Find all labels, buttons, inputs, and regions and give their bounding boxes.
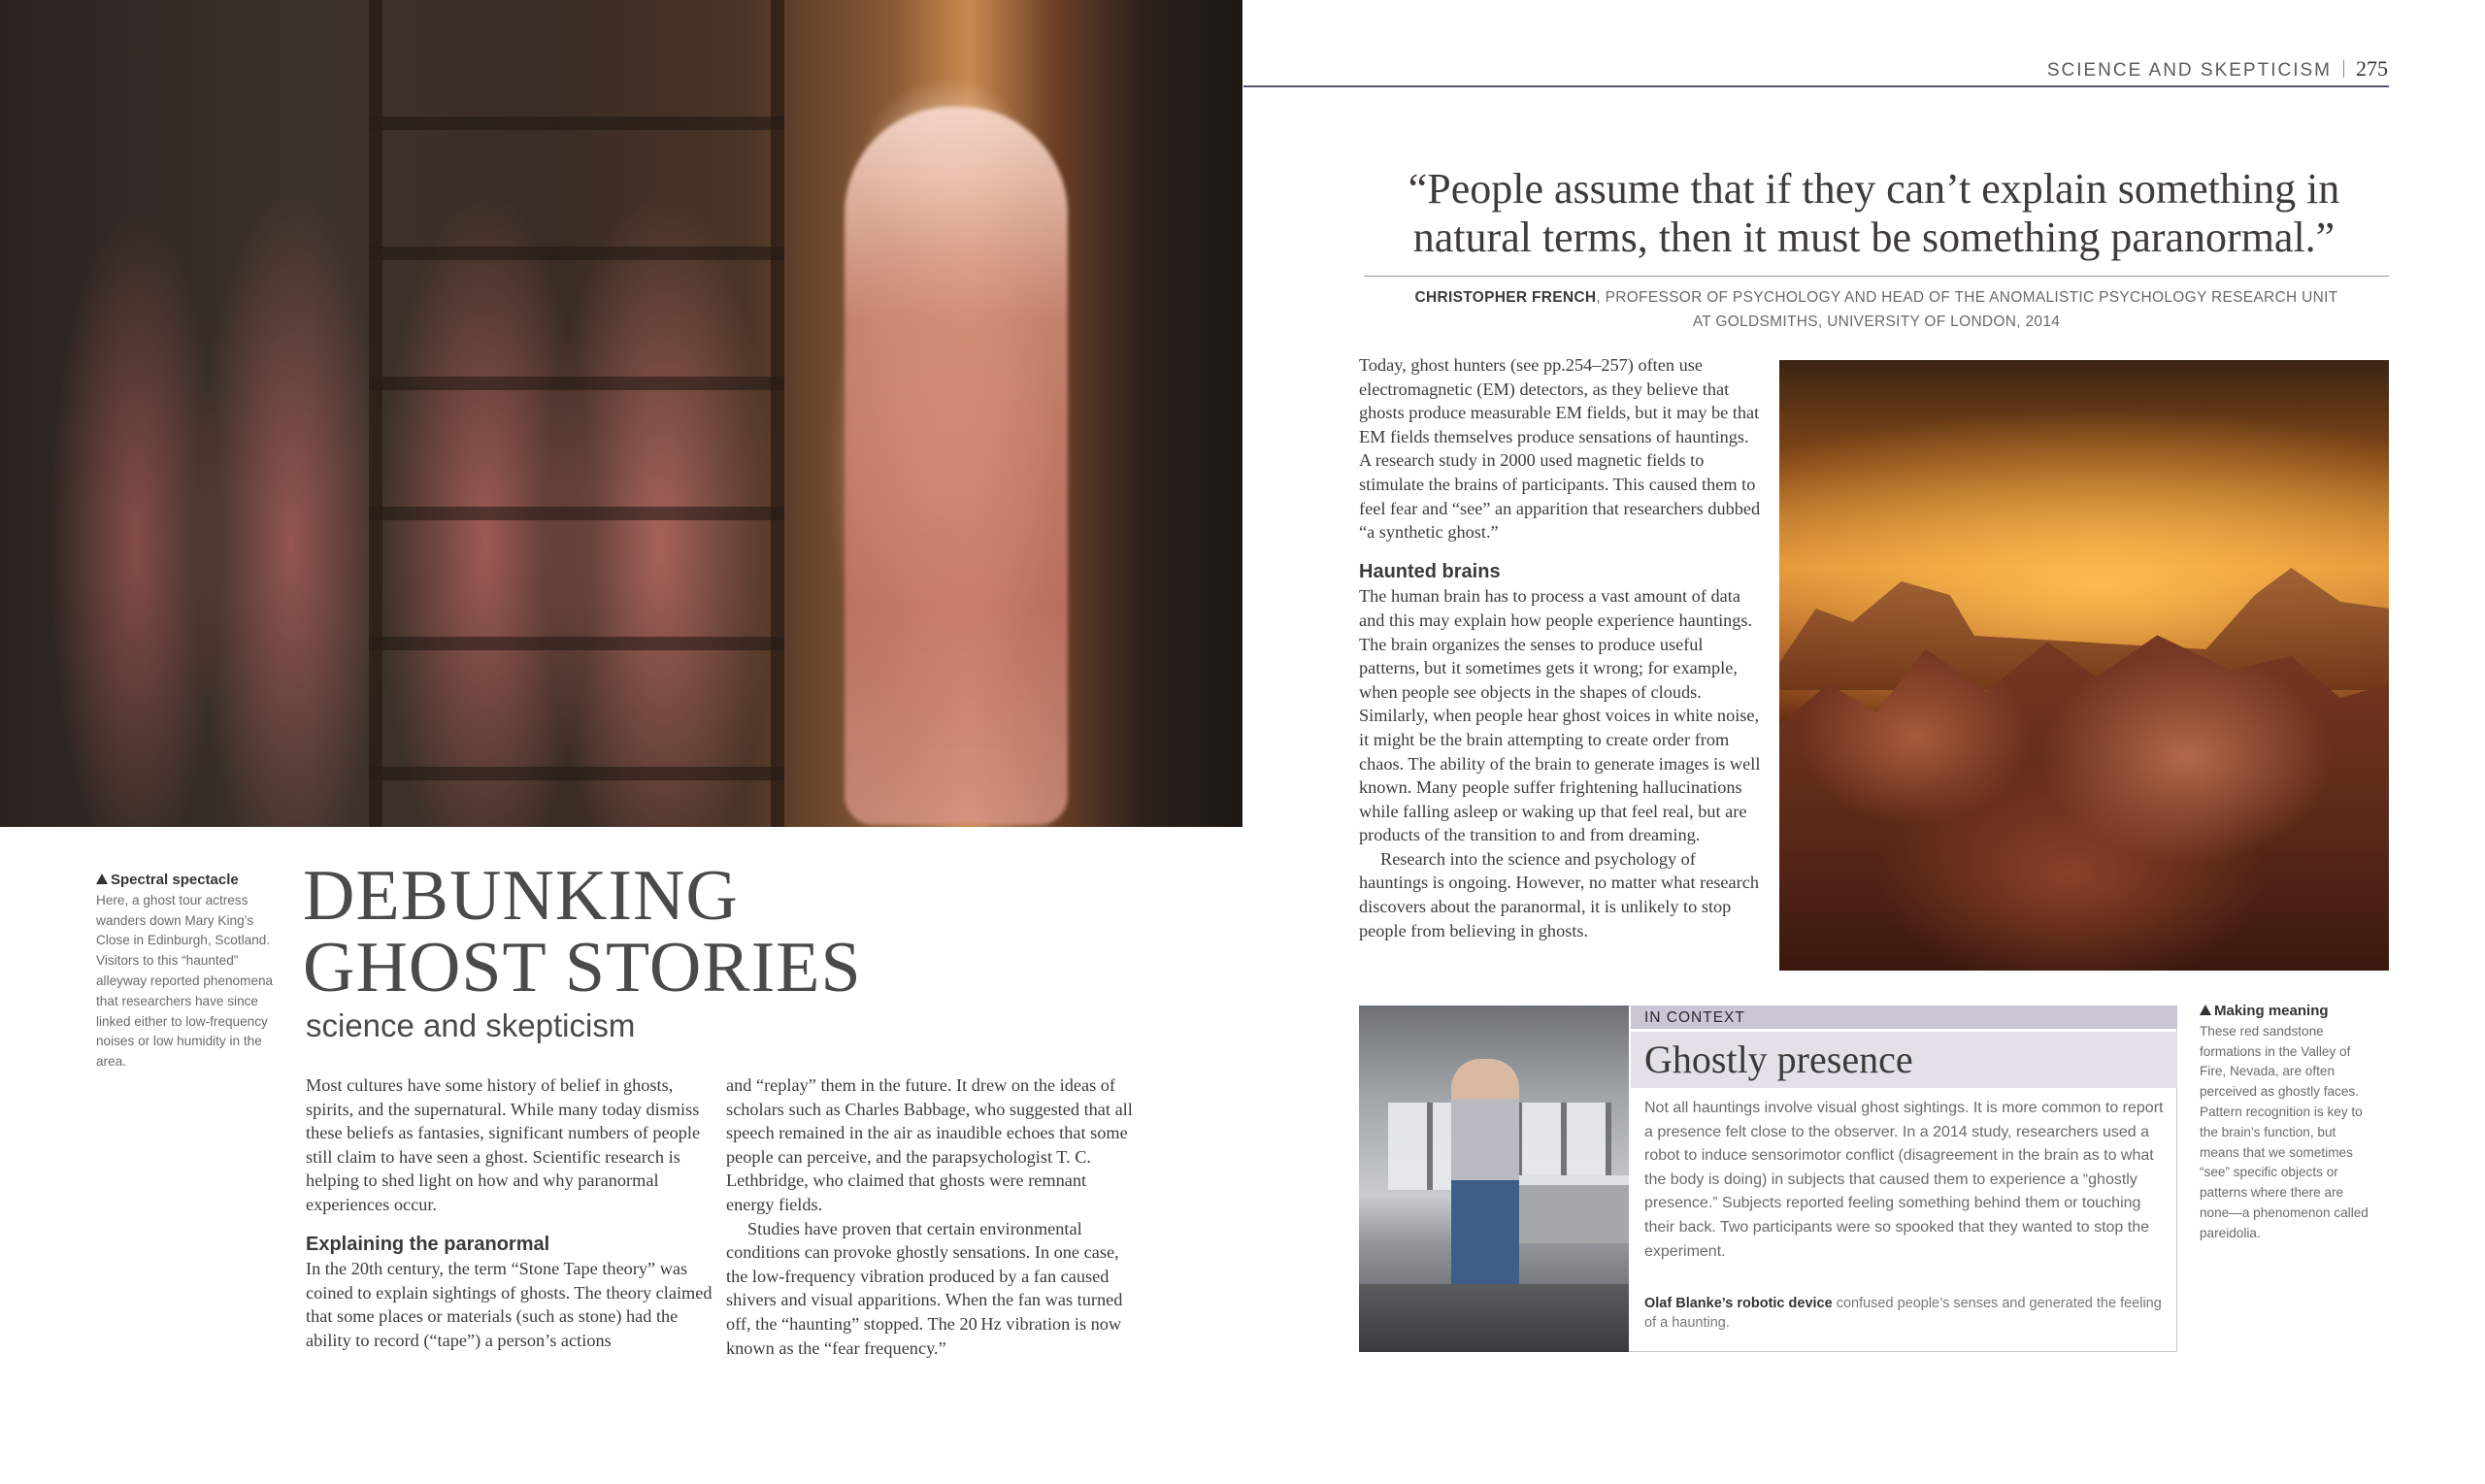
haunted-brains-subhead: Haunted brains	[1359, 560, 1501, 582]
pull-quote-line-2: natural terms, then it must be something paranormal.”	[1412, 214, 2336, 261]
spectral-caption-title: Spectral spectacle	[111, 872, 239, 888]
right-intro-paragraph: Today, ghost hunters (see pp.254–257) often use electromagnetic (EM) detectors, as they believe that ghosts produce measurable EM fields, but it may be that EM fields themselves produce sensations of hauntings. A research study in 2000 used magnetic fields to stimulate the brains of participants. This caused them to feel fear and “see” an apparition that researchers dubbed “a synthetic ghost.”	[1359, 355, 1761, 543]
running-header	[1941, 56, 2388, 82]
haunted-brains-paragraph-2: Research into the science and psychology of hauntings is ongoing. However, no matter what research discovers about the paranormal, it is unlikely to stop people from believing in ghosts.	[1359, 848, 1760, 940]
test-subject-figure	[1451, 1059, 1519, 1311]
right-column-text	[1359, 353, 1761, 942]
article-column-2	[726, 1073, 1134, 1360]
quote-attribution-line-2: AT GOLDSMITHS, UNIVERSITY OF LONDON, 2014	[1692, 313, 2061, 330]
quote-attribution	[1364, 285, 2389, 334]
pull-quote-line-1: “People assume that if they can’t explain something in	[1408, 165, 2340, 213]
running-header-section: SCIENCE AND SKEPTICISM	[2046, 60, 2332, 81]
header-rule	[1243, 85, 2389, 87]
in-context-caption-bold: Olaf Blanke’s robotic device	[1644, 1296, 1833, 1311]
replay-paragraph: and “replay” them in the future. It drew on the ideas of scholars such as Charles Babbage, who suggested that all speech remained in the air as inaudible echoes that some people can perceive, and the parapsychologist T. C. Lethbridge, who claimed that ghosts were remnant energy fields.	[726, 1075, 1133, 1214]
haunted-brains-paragraph-1: The human brain has to process a vast amount of data and this may explain how people experience hauntings. The brain organizes the senses to produce useful patterns, but it sometimes gets it wrong; for example, when people see objects in the shapes of clouds. Similarly, when people hear ghost voices in white noise, it might be the brain attempting to create order from chaos. The ability of the brain to generate images is well known. Many people suffer frightening hallucinations while falling asleep or waking up that feel real, but are products of the transition to and from dreaming.	[1359, 586, 1761, 845]
lab-floor	[1359, 1284, 1629, 1352]
page-number: 275	[2356, 56, 2388, 81]
making-meaning-caption-title: Making meaning	[2214, 1003, 2329, 1019]
spectral-caption-text: Here, a ghost tour actress wanders down Mary King’s Close in Edinburgh, Scotland. Visitors to this “haunted” alleyway reported phenomena that researchers have since linked either to low-frequency noises or low humidity in the area.	[96, 892, 274, 1070]
article-title-line-2: GHOST STORIES	[303, 928, 862, 1007]
spectral-caption	[96, 871, 285, 1072]
article-subtitle: science and skepticism	[306, 1007, 636, 1043]
quote-author: CHRISTOPHER FRENCH	[1414, 289, 1597, 306]
sandstone-formations-photo	[1779, 360, 2389, 971]
article-column-1	[306, 1073, 713, 1353]
fear-frequency-paragraph: Studies have proven that certain environmental conditions can provoke ghostly sensations. In one case, the low-frequency vibration produced by a fan caused shivers and visual apparitions. When the fan was turned off, the “haunting” stopped. The 20 Hz vibration is now known as the “fear frequency.”	[726, 1218, 1123, 1358]
article-title	[303, 856, 885, 1007]
in-context-body: Not all hauntings involve visual ghost sightings. It is more common to report a presence felt close to the observer. In a 2014 study, researchers used a robot to induce sensorimotor conflict (disagreement in the brain as to what the body is doing) in subjects that caused them to experience a “ghostly presence.” Subjects reported feeling something behind them or touching their back. Two participants were so spooked that they wanted to stop the experiment.	[1644, 1100, 2164, 1260]
in-context-heading: Ghostly presence	[1631, 1032, 2177, 1088]
in-context-caption-rest: confused people’s senses and generated the feeling of a haunting.	[1644, 1296, 2162, 1331]
making-meaning-caption	[2200, 1002, 2374, 1244]
ghost-tour-photo	[0, 0, 1242, 827]
robotic-device-photo	[1359, 1006, 1629, 1352]
lab-table	[1505, 1175, 1629, 1243]
explaining-paranormal-subhead: Explaining the paranormal	[306, 1233, 550, 1255]
ghost-actress-figure	[845, 107, 1068, 825]
quote-attribution-line-1: , PROFESSOR OF PSYCHOLOGY AND HEAD OF THE ANOMALISTIC PSYCHOLOGY RESEARCH UNIT	[1596, 289, 2338, 306]
quote-rule	[1364, 276, 2389, 277]
in-context-photo-caption	[1644, 1295, 2169, 1333]
in-context-label: IN CONTEXT	[1631, 1006, 2177, 1029]
intro-paragraph: Most cultures have some history of belief in ghosts, spirits, and the supernatural. While many today dismiss these beliefs as fantasies, significant numbers of people still claim to have seen a ghost. Scientific research is helping to shed light on how and why paranormal experiences occur.	[306, 1075, 701, 1214]
wooden-door-image-detail	[369, 0, 784, 827]
triangle-up-icon	[2200, 1005, 2211, 1015]
triangle-up-icon	[96, 874, 108, 884]
header-divider	[2343, 60, 2344, 78]
making-meaning-caption-text: These red sandstone formations in the Valley of Fire, Nevada, are often perceived as ghostly faces. Pattern recognition is key to the brain’s function, but means that we sometimes “see” specific objects or patterns where there are none—a phenomenon called pareidolia.	[2200, 1023, 2369, 1240]
article-title-line-1: DEBUNKING	[303, 856, 739, 936]
stone-tape-paragraph: In the 20th century, the term “Stone Tape theory” was coined to explain sightings of ghosts. The theory claimed that some places or materials (such as stone) had the ability to record (“tape”) a person’s actions	[306, 1259, 712, 1350]
pull-quote	[1359, 165, 2389, 262]
